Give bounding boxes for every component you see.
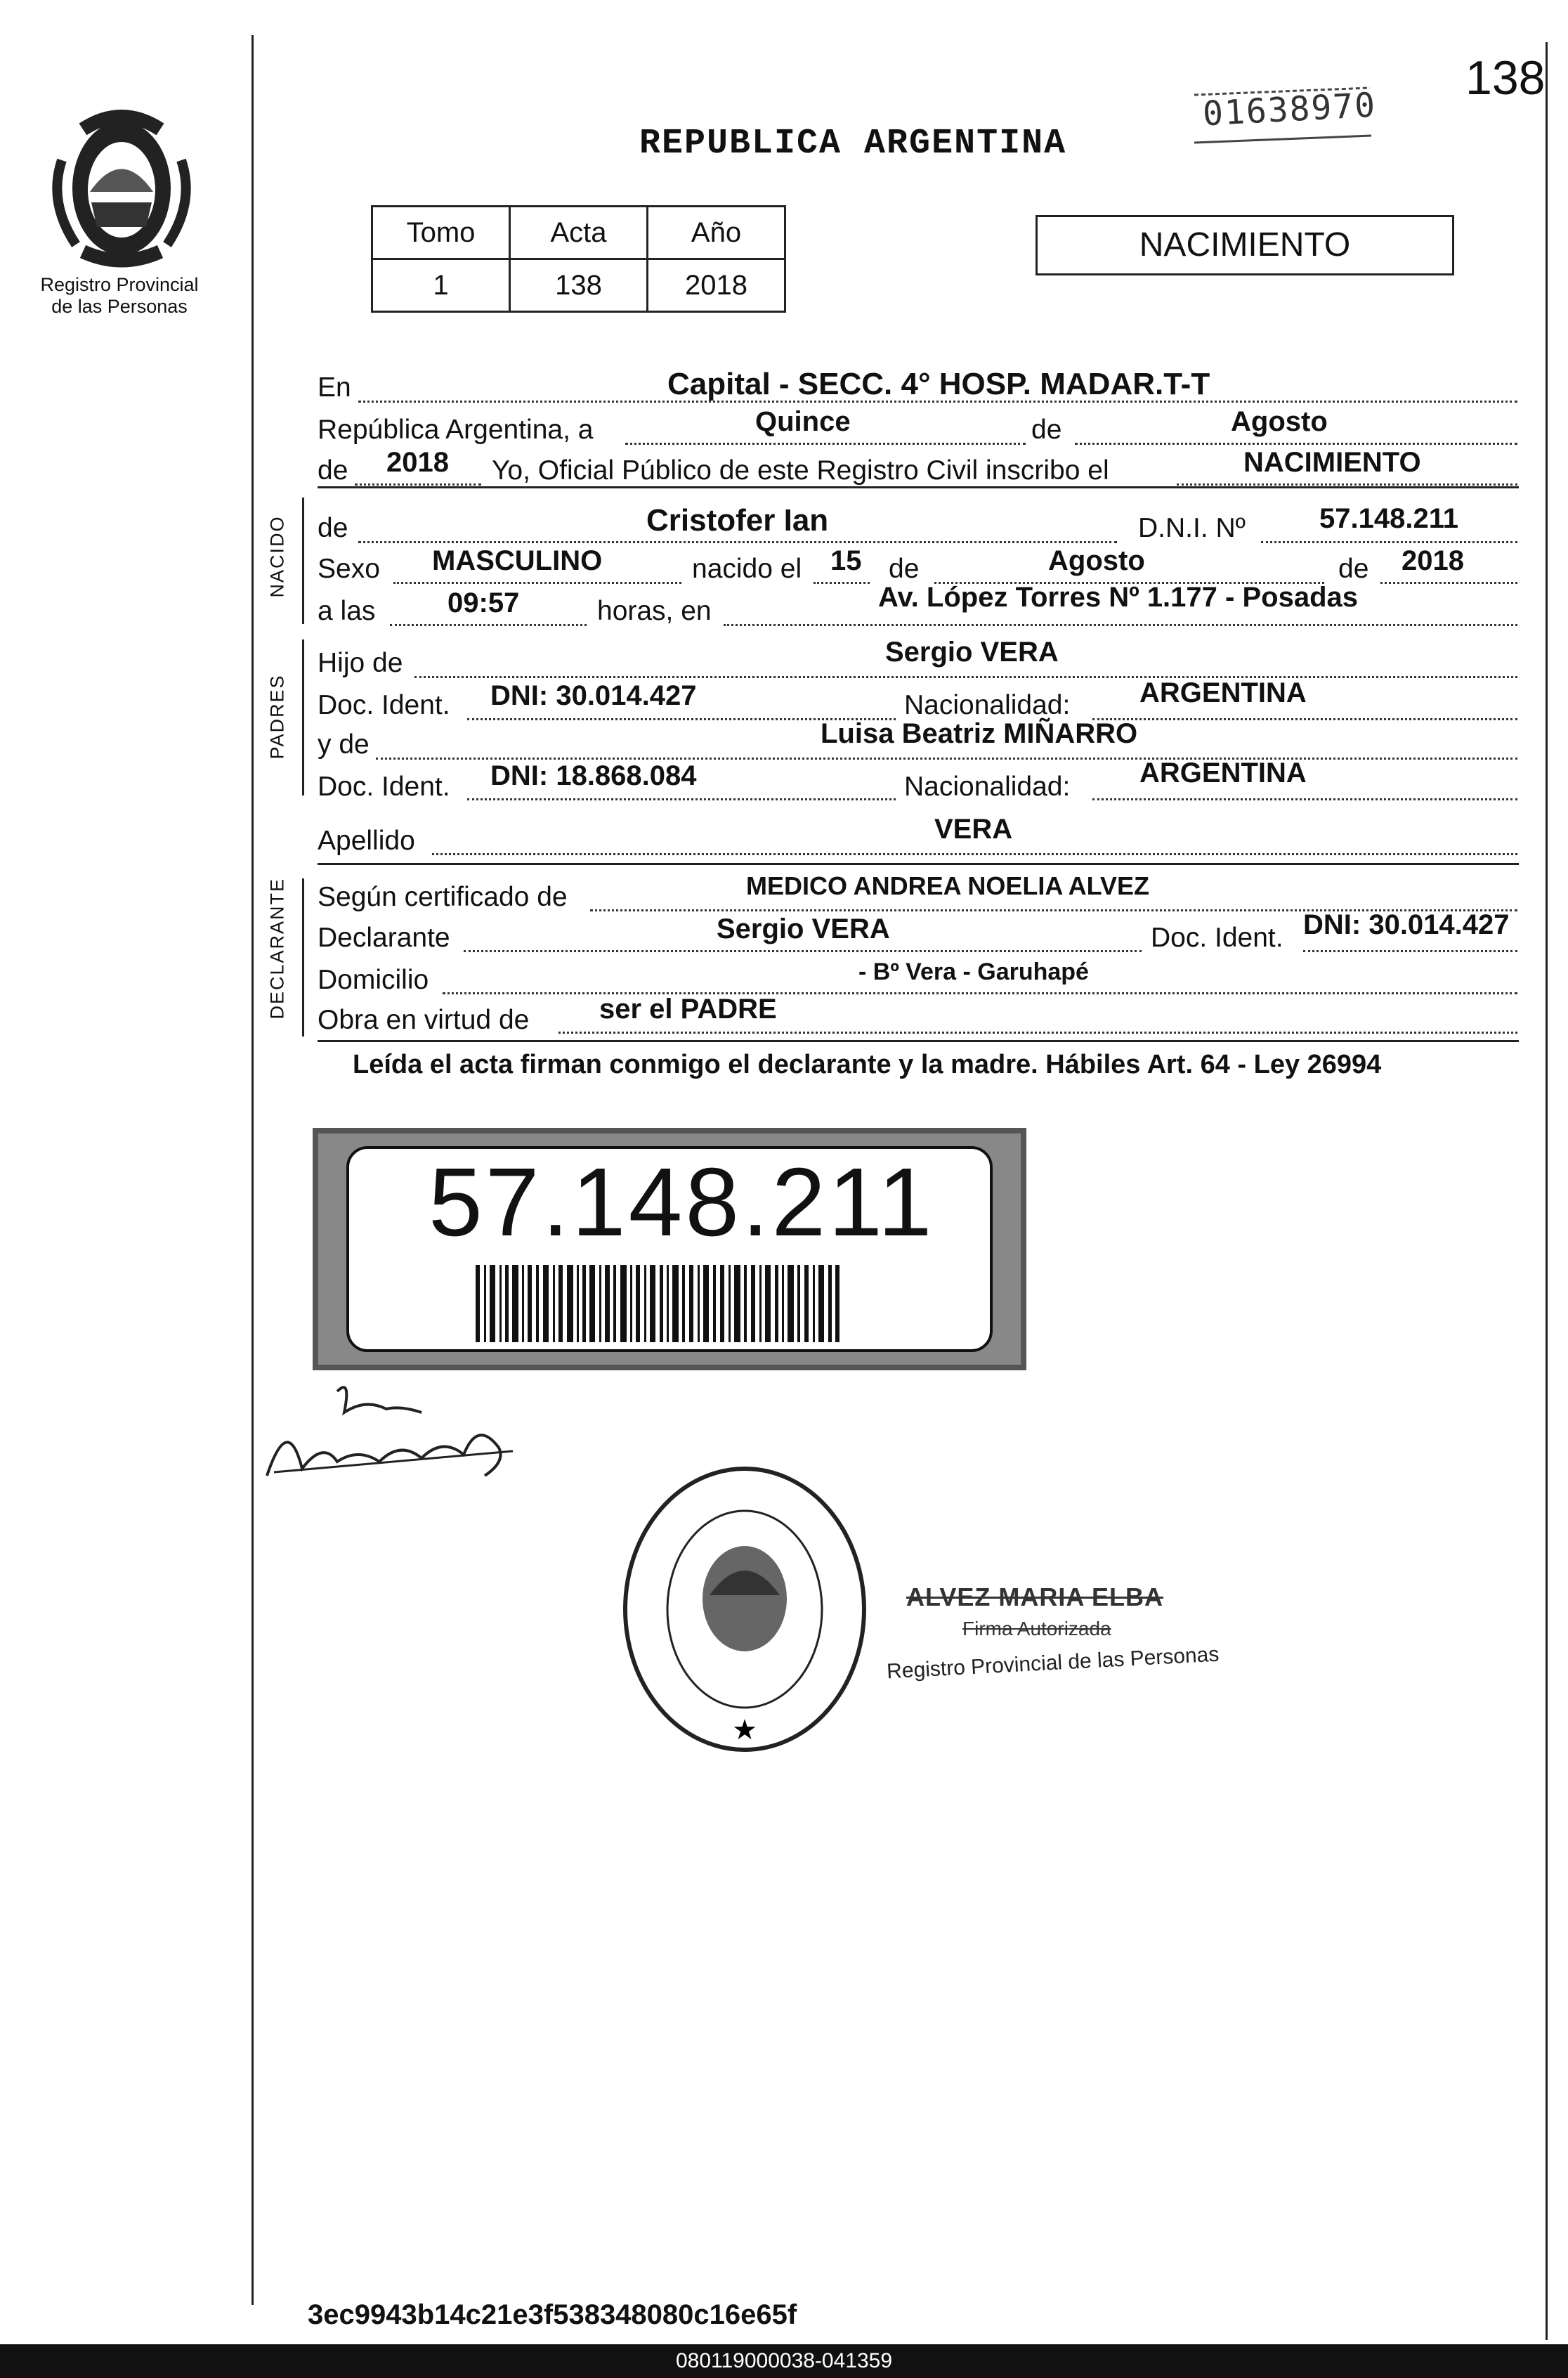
dots	[414, 676, 1517, 678]
label-apellido: Apellido	[318, 826, 415, 856]
organization-line-2: de las Personas	[51, 296, 188, 317]
footer-code: 080119000038-041359	[0, 2344, 1568, 2378]
dots	[355, 483, 481, 486]
value-birth-year: 2018	[1402, 545, 1464, 576]
value-child-name: Cristofer Ian	[646, 503, 829, 538]
value-child-dni: 57.148.211	[1319, 503, 1458, 534]
value-act: NACIMIENTO	[1243, 447, 1421, 478]
page-title: REPUBLICA ARGENTINA	[639, 124, 1067, 164]
dots	[1092, 718, 1517, 720]
label-de-birth-2: de	[1338, 554, 1369, 584]
value-sexo: MASCULINO	[432, 545, 603, 576]
left-margin-line	[251, 35, 254, 2305]
label-y-de: y de	[318, 729, 370, 760]
section-divider-2	[318, 863, 1519, 865]
registry-table	[371, 205, 786, 313]
dots	[393, 582, 681, 584]
dots	[376, 758, 1517, 760]
padres-section-bar	[302, 639, 304, 795]
value-acta: 138	[510, 259, 648, 312]
intro-line-2	[318, 415, 593, 454]
misiones-coat-of-arms-logo	[34, 104, 209, 273]
value-declarante: Sergio VERA	[717, 914, 890, 944]
label-nac-mother: Nacionalidad:	[904, 772, 1071, 802]
nacido-section-bar	[302, 498, 304, 624]
label-de-1: de	[1031, 415, 1062, 445]
padres-section-label: PADRES	[266, 674, 288, 760]
dots	[724, 624, 1517, 626]
official-firma-label: Firma Autorizada	[962, 1618, 1111, 1639]
nacido-section-label: NACIDO	[266, 515, 288, 598]
handwritten-signature	[260, 1370, 541, 1511]
dots	[814, 582, 870, 584]
official-seal-stamp	[618, 1462, 871, 1757]
label-republica: República Argentina, a	[318, 415, 594, 445]
declarante-section-label: DECLARANTE	[266, 877, 288, 1020]
label-de-nacido: de	[318, 513, 348, 543]
value-month: Agosto	[1231, 406, 1328, 437]
value-decl-doc: DNI: 30.014.427	[1303, 909, 1510, 940]
label-dni: D.N.I. Nº	[1138, 513, 1246, 543]
header-anio: Año	[648, 207, 785, 259]
value-obra: ser el PADRE	[599, 994, 777, 1025]
page-number: 138	[1465, 51, 1546, 105]
value-birth-day: 15	[830, 545, 862, 576]
label-de-2: de	[318, 455, 348, 486]
dots	[358, 541, 1117, 543]
value-time: 09:57	[447, 587, 520, 618]
label-nacido-el: nacido el	[692, 554, 802, 584]
value-day: Quince	[755, 406, 851, 437]
declarante-section-bar	[302, 878, 304, 1037]
dots	[558, 1032, 1517, 1034]
label-horas: horas, en	[597, 596, 712, 626]
label-doc-mother: Doc. Ident.	[318, 772, 450, 802]
official-registry: Registro Provincial de las Personas	[886, 1642, 1220, 1684]
value-year: 2018	[386, 447, 449, 478]
section-divider-1	[318, 486, 1519, 488]
section-divider-3	[318, 1040, 1519, 1042]
label-de-birth: de	[889, 554, 920, 584]
dots	[390, 624, 587, 626]
label-sexo: Sexo	[318, 554, 380, 584]
organization-name	[28, 274, 211, 318]
label-domicilio: Domicilio	[318, 965, 429, 995]
value-apellido: VERA	[934, 814, 1013, 845]
document-type-box: NACIMIENTO	[1035, 215, 1454, 275]
value-place: Capital - SECC. 4° HOSP. MADAR.T-T	[667, 367, 1210, 401]
label-decl-doc: Doc. Ident.	[1151, 923, 1283, 953]
dni-card-number: 57.148.211	[429, 1148, 935, 1256]
value-father: Sergio VERA	[885, 637, 1059, 668]
closing-note: Leída el acta firman conmigo el declarante y la madre. Hábiles Art. 64 - Ley 26994	[353, 1050, 1382, 1079]
value-mother-doc: DNI: 18.868.084	[490, 760, 697, 791]
label-hijo-de: Hijo de	[318, 648, 403, 678]
dots	[1092, 798, 1517, 800]
value-cert: MEDICO ANDREA NOELIA ALVEZ	[746, 871, 1149, 900]
value-father-doc: DNI: 30.014.427	[490, 680, 697, 711]
label-en: En	[318, 372, 351, 403]
label-cert: Según certificado de	[318, 882, 568, 912]
serial-number: 01638970	[1201, 85, 1378, 134]
label-obra: Obra en virtud de	[318, 1005, 530, 1035]
registry-table-value-row	[372, 259, 785, 312]
value-tomo: 1	[372, 259, 510, 312]
organization-line-1: Registro Provincial	[40, 274, 199, 295]
header-tomo: Tomo	[372, 207, 510, 259]
value-mother-nat: ARGENTINA	[1139, 758, 1307, 788]
dots	[464, 950, 1142, 952]
label-nac-father: Nacionalidad:	[904, 690, 1071, 720]
header-acta: Acta	[510, 207, 648, 259]
label-doc-father: Doc. Ident.	[318, 690, 450, 720]
dots	[1075, 443, 1517, 445]
value-mother: Luisa Beatriz MIÑARRO	[821, 718, 1138, 749]
intro-line-1	[318, 372, 351, 412]
label-alas: a las	[318, 596, 376, 626]
right-margin-line	[1546, 42, 1548, 2340]
dots	[432, 853, 1517, 855]
dots	[467, 798, 896, 800]
label-declarante: Declarante	[318, 923, 450, 953]
value-birth-month: Agosto	[1048, 545, 1145, 576]
value-domicilio: - Bº Vera - Garuhapé	[858, 959, 1089, 985]
dots	[1177, 483, 1517, 486]
dots	[1380, 582, 1517, 584]
dots	[1261, 541, 1517, 543]
value-father-nat: ARGENTINA	[1139, 677, 1307, 708]
value-anio: 2018	[648, 259, 785, 312]
registry-table-header-row	[372, 207, 785, 259]
official-name: ALVEZ MARIA ELBA	[906, 1583, 1163, 1611]
dots	[625, 443, 1026, 445]
value-birth-address: Av. López Torres Nº 1.177 - Posadas	[878, 582, 1358, 613]
document-hash: 3ec9943b14c21e3f538348080c16e65f	[308, 2299, 797, 2330]
oficial-text: Yo, Oficial Público de este Registro Civil inscribo el	[492, 455, 1109, 486]
svg-text:★: ★	[732, 1714, 757, 1746]
dots	[1303, 950, 1517, 952]
